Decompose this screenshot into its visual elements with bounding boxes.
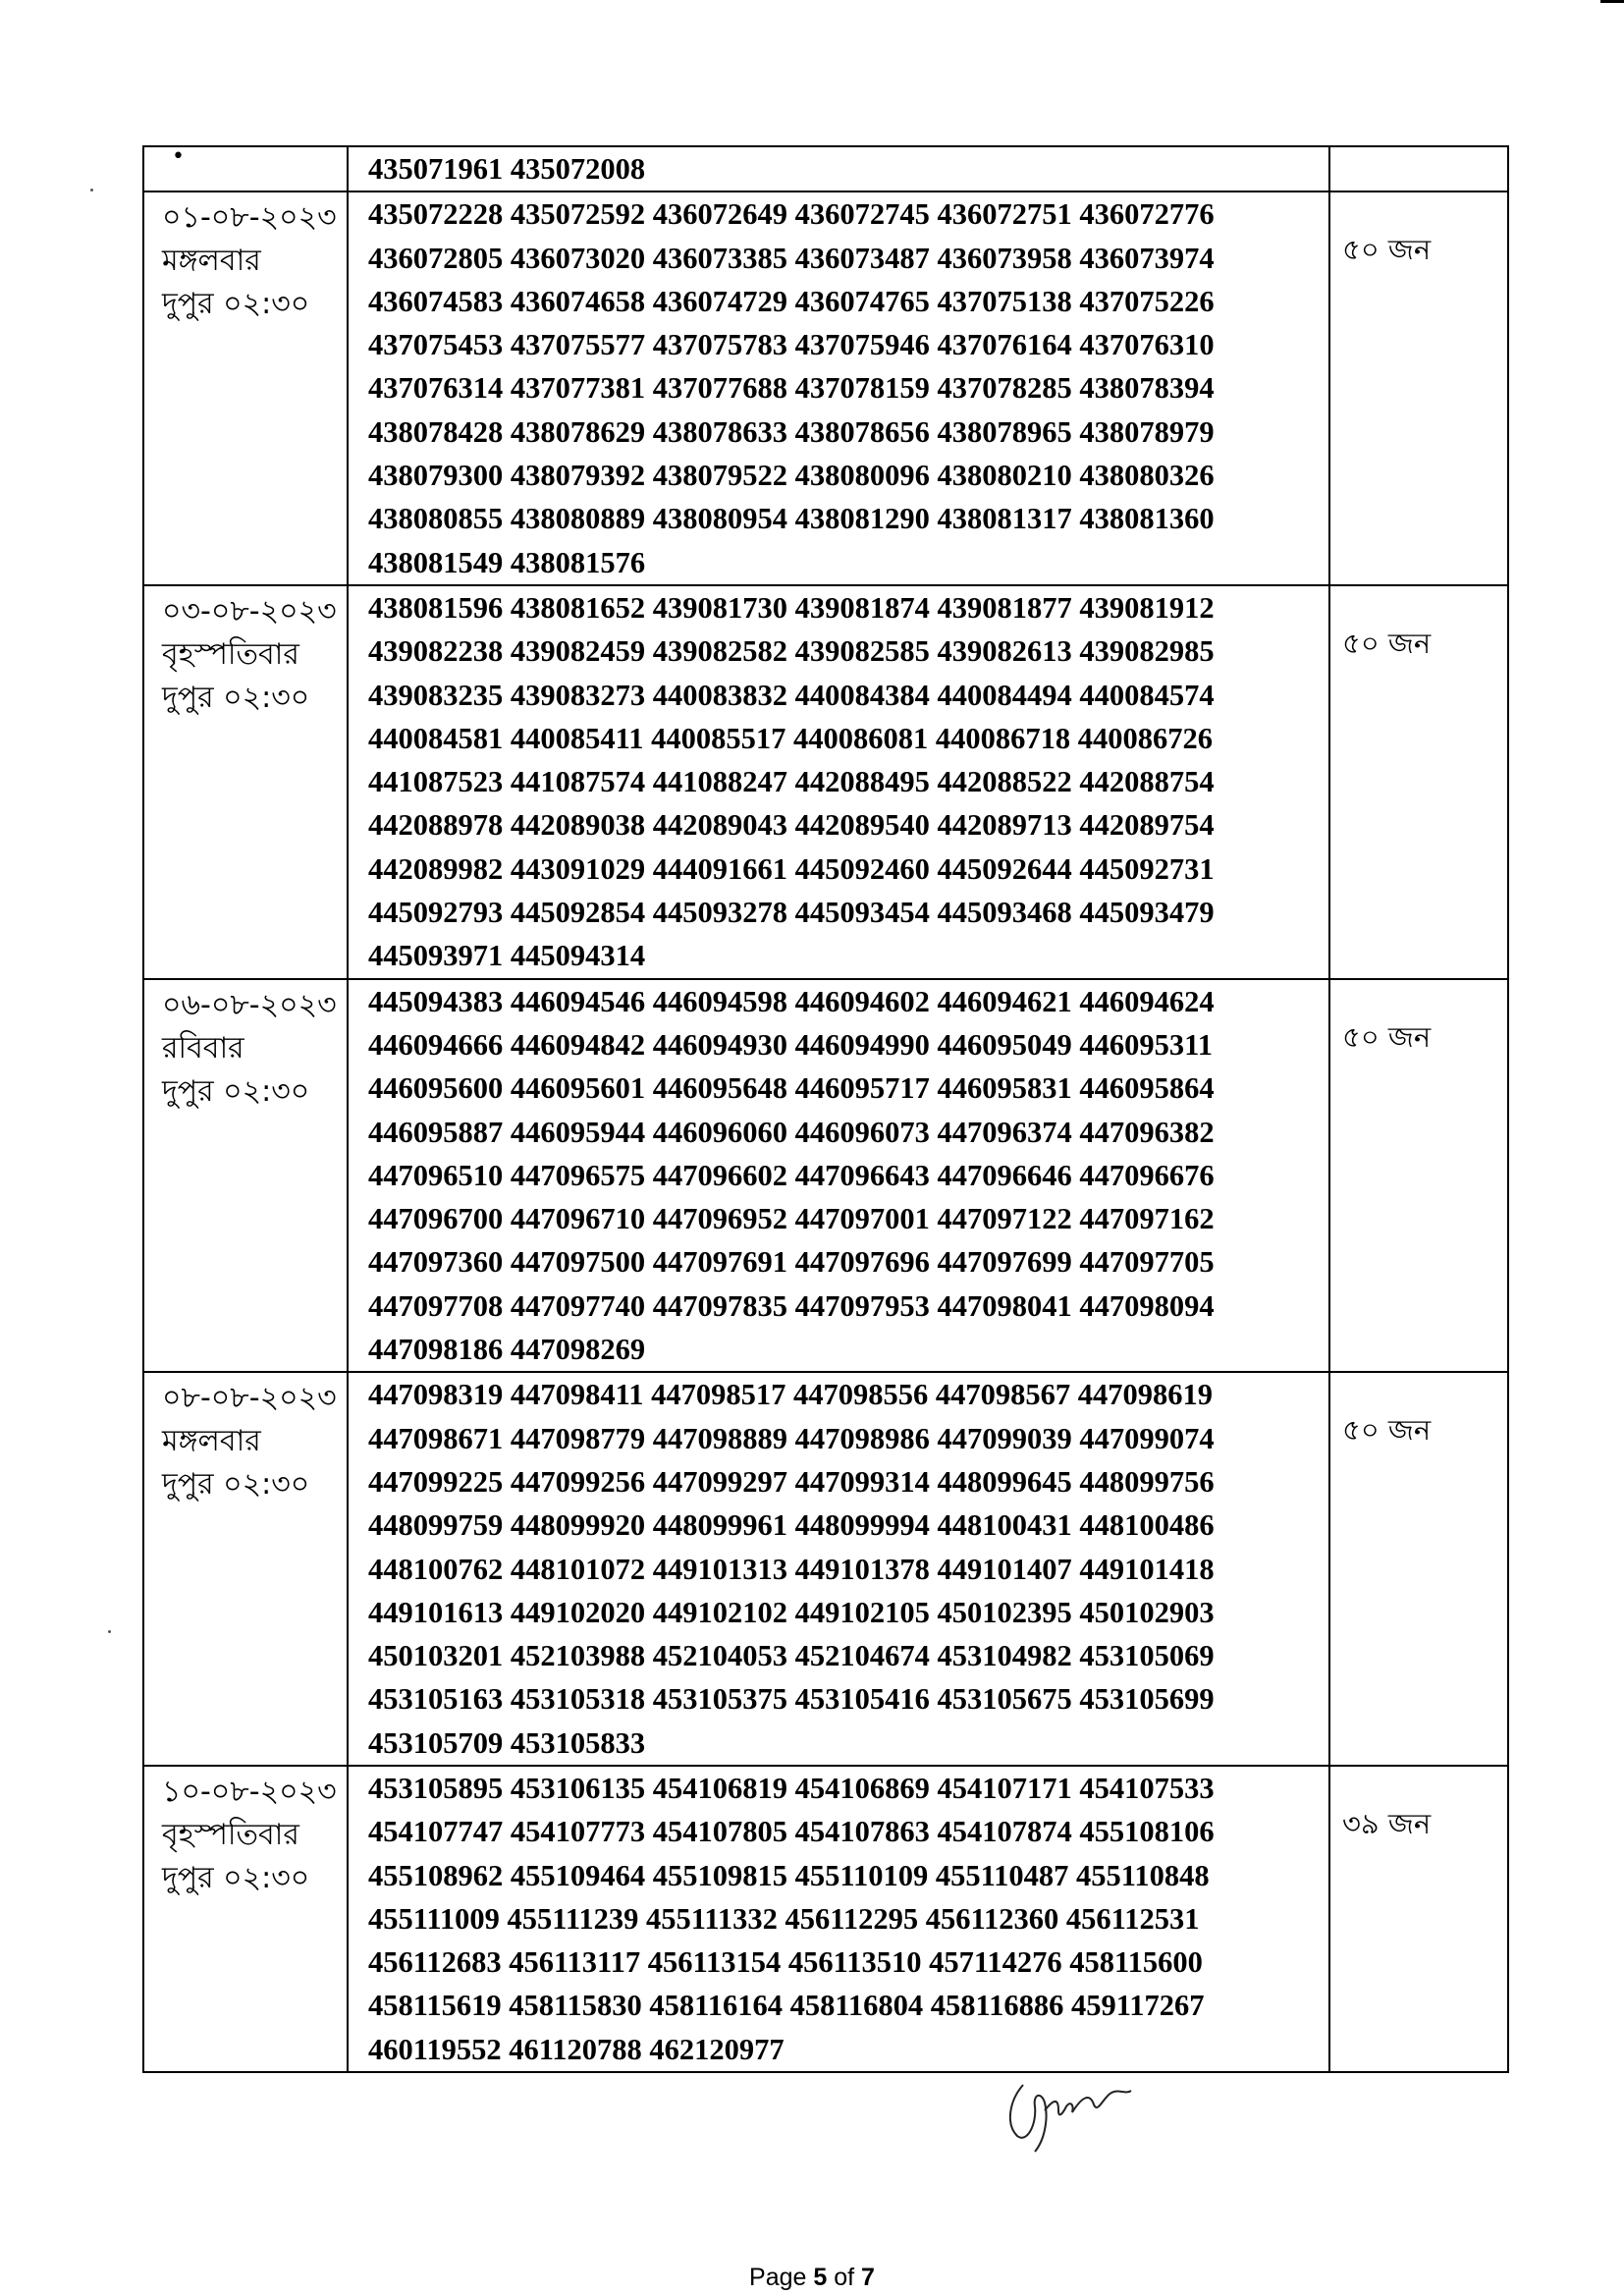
roll-numbers-line: 447098319 447098411 447098517 447098556 447098567 447098619 — [368, 1378, 1213, 1412]
roll-numbers-line: 438080855 438080889 438080954 438081290 438081317 438081360 — [368, 502, 1215, 536]
roll-numbers-line: 437076314 437077381 437077688 437078159 437078285 438078394 — [368, 371, 1215, 406]
candidate-count: ৫০ জন — [1329, 979, 1508, 1373]
roll-numbers-line: 455111009 455111239 455111332 456112295 456112360 456112531 — [368, 1901, 1200, 1936]
candidate-count: ৫০ জন — [1329, 1372, 1508, 1766]
roll-numbers-line: 456112683 456113117 456113154 456113510 457114276 458115600 — [368, 1945, 1203, 1980]
page-number — [0, 2264, 1624, 2292]
table-row-continuation — [143, 146, 1508, 191]
roll-numbers-line: 445092793 445092854 445093278 445093454 445093468 445093479 — [368, 896, 1215, 930]
exam-day: রবিবার — [162, 1030, 244, 1066]
table-row — [143, 191, 1508, 585]
date-time-cell — [143, 1372, 348, 1766]
roll-numbers-line: 438079300 438079392 438079522 438080096 438080210 438080326 — [368, 459, 1215, 493]
roll-numbers-line: 453105163 453105318 453105375 453105416 453105675 453105699 — [368, 1682, 1215, 1717]
roll-numbers-line: 438081596 438081652 439081730 439081874 439081877 439081912 — [368, 590, 1215, 625]
roll-numbers-line: 447096510 447096575 447096602 447096643 447096646 447096676 — [368, 1158, 1215, 1192]
exam-time: দুপুর ০২:৩০ — [162, 1073, 310, 1109]
roll-numbers-cell — [348, 585, 1329, 979]
exam-day: বৃহস্পতিবার — [162, 636, 299, 672]
roll-numbers-line: 438081549 438081576 — [368, 545, 646, 579]
roll-numbers-line: 445094383 446094546 446094598 446094602 446094621 446094624 — [368, 984, 1215, 1018]
count-cell — [1329, 146, 1508, 191]
exam-day: মঙ্গলবার — [162, 244, 261, 279]
roll-numbers-line: 447099225 447099256 447099297 447099314 448099645 448099756 — [368, 1464, 1215, 1499]
exam-day: বৃহস্পতিবার — [162, 1817, 299, 1852]
stray-dot — [108, 1630, 111, 1633]
roll-numbers-line: 447096700 447096710 447096952 447097001 447097122 447097162 — [368, 1202, 1215, 1236]
roll-numbers-line: 458115619 458115830 458116164 458116804 458116886 459117267 — [368, 1989, 1205, 2023]
roll-numbers-line: 440084581 440085411 440085517 440086081 440086718 440086726 — [368, 721, 1213, 755]
roll-numbers-line: 460119552 461120788 462120977 — [368, 2032, 785, 2066]
page-label: Page — [749, 2264, 807, 2291]
roll-numbers-line: 448099759 448099920 448099961 448099994 448100431 448100486 — [368, 1508, 1215, 1543]
exam-time: দুপুর ০২:৩০ — [162, 1467, 310, 1503]
roll-numbers-line: 437075453 437075577 437075783 437075946 437076164 437076310 — [368, 328, 1215, 362]
roll-numbers-line: 453105709 453105833 — [368, 1725, 646, 1760]
roll-numbers-cell — [348, 979, 1329, 1373]
roll-numbers-line: 454107747 454107773 454107805 454107863 454107874 455108106 — [368, 1815, 1215, 1849]
roll-numbers-line: 439082238 439082459 439082582 439082585 439082613 439082985 — [368, 634, 1215, 669]
roll-numbers-line: 442089982 443091029 444091661 445092460 445092644 445092731 — [368, 851, 1215, 886]
page-total: 7 — [861, 2264, 875, 2291]
roll-numbers-line: 436072805 436073020 436073385 436073487 436073958 436073974 — [368, 241, 1215, 275]
table-row — [143, 979, 1508, 1373]
exam-date: ১০-০৮-২০২৩ — [162, 1774, 337, 1809]
roll-numbers-line: 447097708 447097740 447097835 447097953 447098041 447098094 — [368, 1288, 1215, 1323]
candidate-count: ৫০ জন — [1329, 191, 1508, 585]
roll-numbers-line: 435071961 435072008 — [368, 152, 646, 186]
roll-numbers-line: 446094666 446094842 446094930 446094990 446095049 446095311 — [368, 1027, 1213, 1062]
roll-numbers-line: 447098186 447098269 — [368, 1333, 646, 1367]
date-time-cell — [143, 191, 348, 585]
roll-numbers-line: 447097360 447097500 447097691 447097696 447097699 447097705 — [368, 1245, 1215, 1280]
roll-numbers-line: 450103201 452103988 452104053 452104674 453104982 453105069 — [368, 1639, 1215, 1673]
roll-numbers-line: 441087523 441087574 441088247 442088495 442088522 442088754 — [368, 765, 1215, 799]
roll-numbers-line: 435072228 435072592 436072649 436072745 436072751 436072776 — [368, 197, 1215, 232]
signature-image — [1001, 2067, 1139, 2156]
roll-numbers-cell — [348, 1766, 1329, 2072]
roll-numbers-cell — [348, 191, 1329, 585]
exam-date: ০৩-০৮-২০২৩ — [162, 593, 337, 629]
schedule-table — [142, 145, 1509, 2073]
table-row — [143, 585, 1508, 979]
table-row — [143, 1766, 1508, 2072]
date-time-cell — [143, 585, 348, 979]
roll-numbers-line: 438078428 438078629 438078633 438078656 438078965 438078979 — [368, 414, 1215, 449]
exam-day: মঙ্গলবার — [162, 1424, 261, 1459]
roll-numbers-line: 439083235 439083273 440083832 440084384 440084494 440084574 — [368, 678, 1215, 712]
page-current: 5 — [813, 2264, 828, 2291]
stray-dot — [90, 189, 93, 191]
candidate-count: ৫০ জন — [1329, 585, 1508, 979]
page-of: of — [834, 2264, 855, 2291]
table-row — [143, 1372, 1508, 1766]
date-time-cell — [143, 979, 348, 1373]
exam-time: দুপুর ০২:৩০ — [162, 1860, 310, 1895]
roll-numbers-cell — [348, 146, 1329, 191]
roll-numbers-line: 436074583 436074658 436074729 436074765 437075138 437075226 — [368, 284, 1215, 318]
exam-date: ০৬-০৮-২০২৩ — [162, 987, 337, 1022]
exam-time: দুপুর ০২:৩০ — [162, 680, 310, 715]
exam-date: ০১-০৮-২০২৩ — [162, 200, 337, 236]
roll-numbers-line: 455108962 455109464 455109815 455110109 455110487 455110848 — [368, 1858, 1210, 1892]
roll-numbers-line: 453105895 453106135 454106819 454106869 454107171 454107533 — [368, 1771, 1215, 1805]
roll-numbers-line: 445093971 445094314 — [368, 939, 646, 973]
continuation-mark: • — [143, 146, 348, 191]
roll-numbers-line: 447098671 447098779 447098889 447098986 447099039 447099074 — [368, 1421, 1215, 1455]
scan-edge-mark — [1600, 0, 1624, 3]
roll-numbers-cell — [348, 1372, 1329, 1766]
exam-time: দুপুর ০২:৩০ — [162, 287, 310, 322]
date-time-cell — [143, 1766, 348, 2072]
candidate-count: ৩৯ জন — [1329, 1766, 1508, 2072]
roll-numbers-line: 442088978 442089038 442089043 442089540 442089713 442089754 — [368, 808, 1215, 843]
exam-date: ০৮-০৮-২০২৩ — [162, 1381, 337, 1416]
roll-numbers-line: 448100762 448101072 449101313 449101378 449101407 449101418 — [368, 1552, 1215, 1586]
roll-numbers-line: 446095887 446095944 446096060 446096073 447096374 447096382 — [368, 1115, 1215, 1149]
roll-numbers-line: 449101613 449102020 449102102 449102105 450102395 450102903 — [368, 1595, 1215, 1629]
roll-numbers-line: 446095600 446095601 446095648 446095717 446095831 446095864 — [368, 1071, 1215, 1106]
